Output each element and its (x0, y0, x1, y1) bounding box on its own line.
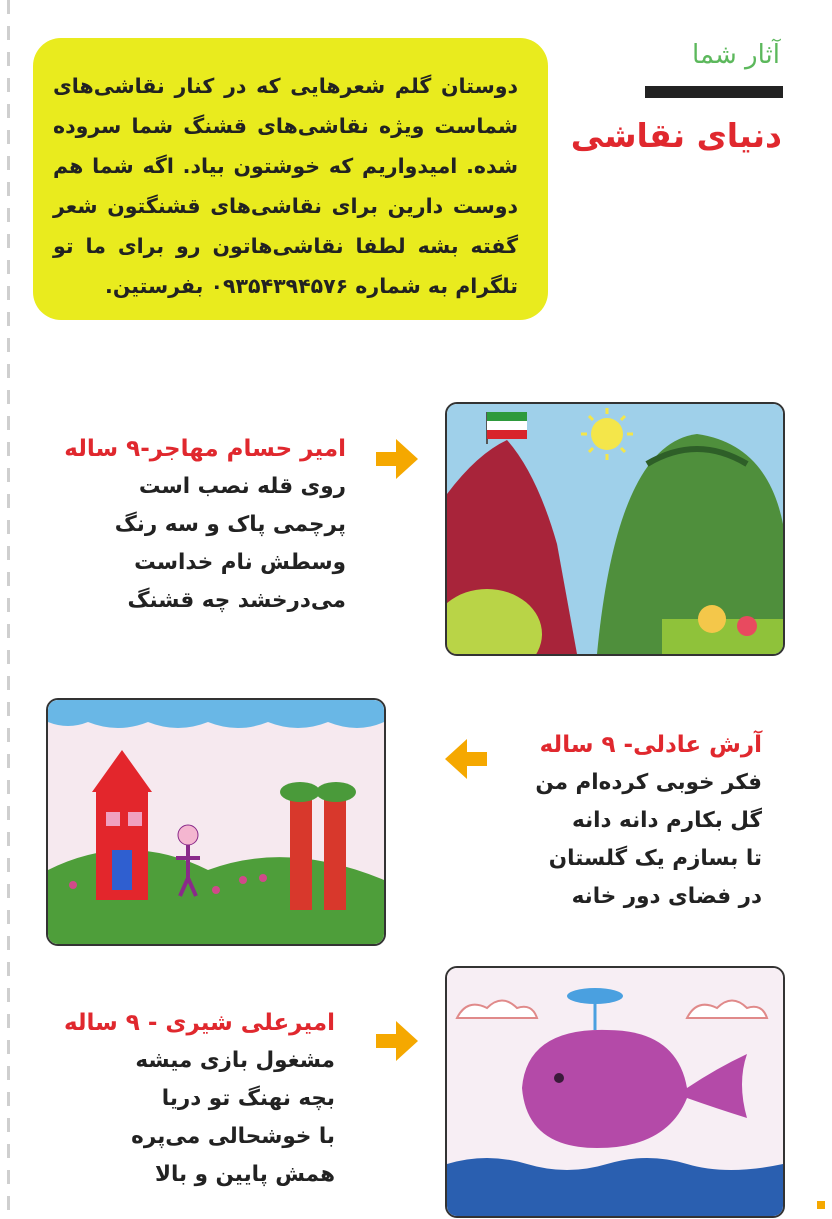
arrow-right-icon (376, 437, 418, 481)
section-divider-bar (645, 86, 783, 98)
section-label: آثار شما (692, 40, 780, 70)
poem-1-line: پرچمی پاک و سه رنگ (114, 512, 346, 537)
poem-3-line: با خوشحالی می‌پره (131, 1124, 335, 1149)
intro-box (33, 38, 548, 320)
poem-3-line: مشغول بازی میشه (135, 1048, 335, 1073)
whale-sea-drawing (445, 966, 785, 1218)
poem-3-author: امیرعلی شیری - ۹ ساله (63, 1010, 335, 1036)
poem-2-author: آرش عادلی- ۹ ساله (539, 732, 762, 758)
arrow-right-icon (376, 1019, 418, 1063)
poem-3-line: همش پایین و بالا (154, 1162, 335, 1187)
poem-1-line: روی قله نصب است (138, 474, 346, 499)
poem-1-line: می‌درخشد چه قشنگ (127, 588, 346, 613)
house-garden-drawing (46, 698, 386, 946)
intro-text: دوستان گلم شعرهایی که در کنار نقاشی‌های شماست ویژه نقاشی‌های قشنگ شما سروده شده. امیدواریم که خوشتون بیاد. اگه شما هم دوست دارین برای نقاشی‌های قشنگتون شعر گفته بشه لطفا نقاشی‌هاتون رو برای ما تو تلگرام به شماره ۰۹۳۵۴۳۹۴۵۷۶ بفرستین. (53, 74, 518, 298)
poem-2-line: تا بسازم یک گلستان (548, 846, 762, 871)
poem-2 (472, 732, 762, 916)
poem-1-author: امیر حسام مهاجر-۹ ساله (64, 436, 346, 462)
poem-1 (16, 436, 346, 620)
poem-2-line: در فضای دور خانه (571, 884, 762, 909)
poem-3 (15, 1010, 335, 1194)
mountains-flag-drawing (445, 402, 785, 656)
poem-3-line: بچه نهنگ تو دریا (161, 1086, 335, 1111)
page-margin-dashes (7, 0, 10, 1219)
poem-1-line: وسطش نام خداست (134, 550, 346, 575)
poem-2-line: گل بکارم دانه دانه (572, 808, 762, 833)
poem-2-line: فکر خوبی کرده‌ام من (535, 770, 762, 795)
page-title: دنیای نقاشی (570, 116, 782, 155)
corner-marker (817, 1201, 825, 1209)
